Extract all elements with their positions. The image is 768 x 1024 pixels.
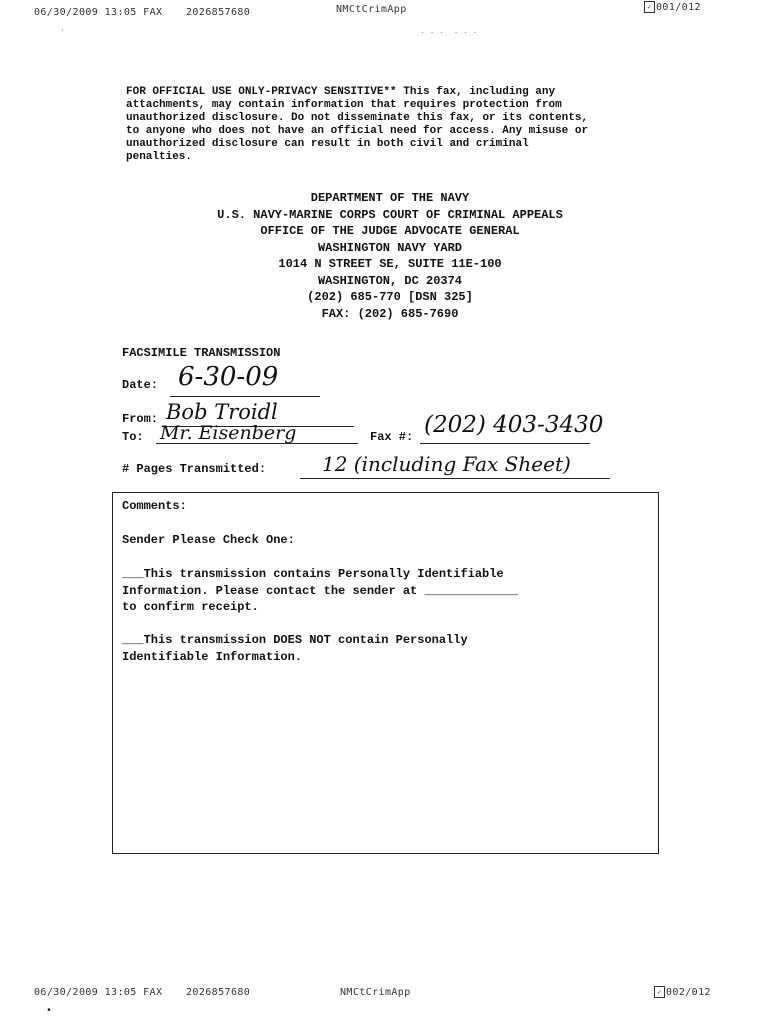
to-label: To: [122, 430, 144, 444]
address-line: WASHINGTON, DC 20374 [317, 273, 463, 288]
address-line: (202) 685-770 [DSN 325] [307, 290, 473, 304]
notice-line: to anyone who does not have an official need for access. Any misuse or [126, 125, 589, 137]
fax-footer-page-number: 002/012 [666, 987, 711, 998]
pages-value: 12 (including Fax Sheet) [322, 452, 571, 476]
form-title: FACSIMILE TRANSMISSION [122, 346, 281, 360]
option-pii-line: ___This transmission contains Personally Identifiable [122, 567, 504, 581]
option-pii [122, 566, 518, 616]
pages-label: # Pages Transmitted: [122, 462, 267, 476]
address-line: U.S. NAVY-MARINE CORPS COURT OF CRIMINAL APPEALS [217, 207, 563, 222]
notice-line: penalties. [126, 151, 193, 163]
address-block [140, 190, 640, 322]
fax-header-number: 2026857680 [186, 7, 251, 18]
notice-line: attachments, may contain information that requires protection from [126, 99, 562, 111]
address-line: 1014 N STREET SE, SUITE 11E-100 [278, 257, 502, 271]
scan-speck: • [46, 1006, 53, 1017]
address-line: OFFICE OF THE JUDGE ADVOCATE GENERAL [260, 224, 520, 238]
to-underline [156, 443, 358, 444]
fax-header-page [644, 1, 701, 13]
address-line: DEPARTMENT OF THE NAVY [310, 191, 470, 205]
scan-speck: · [60, 26, 65, 35]
fax-page-icon: ✓ [654, 986, 665, 998]
fax-header-timestamp: 06/30/2009 13:05 FAX [34, 7, 163, 18]
check-one-label: Sender Please Check One: [122, 533, 295, 547]
address-line: WASHINGTON NAVY YARD [317, 240, 463, 255]
fax-number-underline [420, 443, 590, 444]
option-pii-line: Information. Please contact the sender at _____________ [122, 583, 519, 598]
privacy-notice [126, 86, 588, 164]
notice-line: unauthorized disclosure can result in both civil and criminal [126, 138, 529, 150]
fax-number-label: Fax #: [370, 430, 414, 444]
address-line: FAX: (202) 685-7690 [321, 306, 459, 321]
scan-speck: . . . . . . [420, 27, 478, 36]
fax-header-sender: NMCtCrimApp [336, 4, 407, 15]
fax-header-page-number: 001/012 [656, 2, 701, 13]
fax-footer-timestamp: 06/30/2009 13:05 FAX [34, 987, 163, 998]
fax-footer-sender: NMCtCrimApp [340, 987, 411, 998]
fax-footer-page [654, 986, 711, 998]
to-value: Mr. Eisenberg [160, 422, 297, 444]
notice-line: unauthorized disclosure. Do not disseminate this fax, or its contents, [126, 112, 589, 124]
pages-underline [300, 478, 610, 479]
fax-page-icon: ✓ [644, 1, 655, 13]
option-no-pii-line: Identifiable Information. [122, 649, 303, 664]
from-value: Bob Troidl [166, 400, 278, 424]
date-underline [170, 396, 320, 397]
option-no-pii-line: ___This transmission DOES NOT contain Personally [122, 633, 468, 647]
fax-footer-number: 2026857680 [186, 987, 251, 998]
fax-number-value: (202) 403-3430 [424, 412, 604, 438]
notice-line: FOR OFFICIAL USE ONLY-PRIVACY SENSITIVE** This fax, including any [126, 86, 556, 98]
date-value: 6-30-09 [178, 362, 279, 392]
date-label: Date: [122, 378, 159, 392]
option-no-pii [122, 632, 468, 665]
from-label: From: [122, 412, 159, 426]
option-pii-line: to confirm receipt. [122, 600, 259, 614]
comments-label: Comments: [122, 499, 187, 513]
